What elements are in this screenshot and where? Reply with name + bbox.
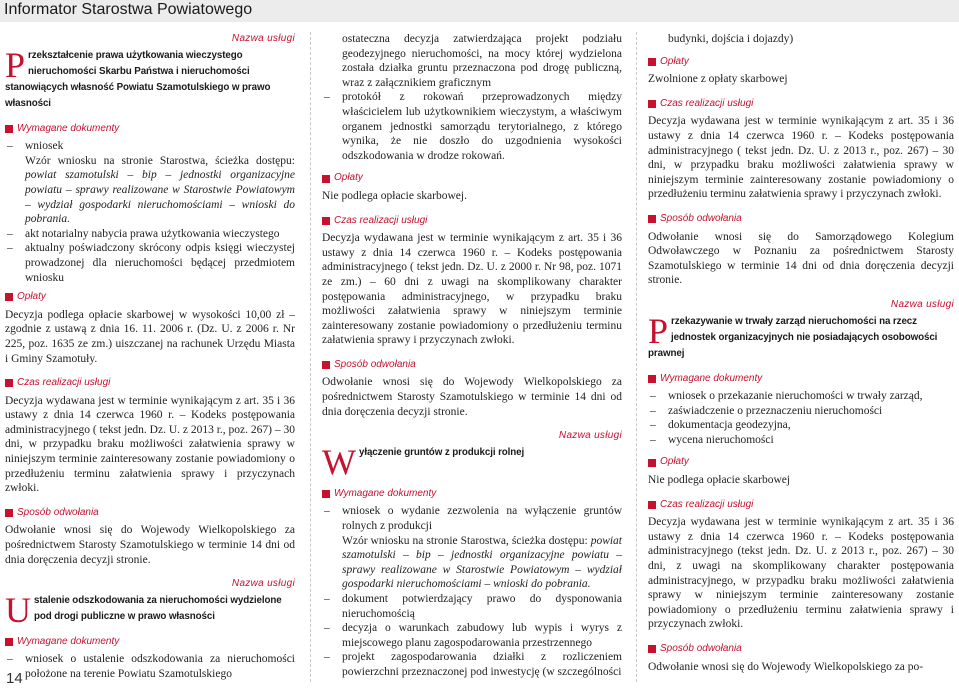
list-item: ostateczna decyzja zatwierdzająca projekt podziału geodezyjnego nieruchomości, na mocy której wydzielona została działka gruntu przeznaczona pod drogę publiczną, wraz z załącznikiem graficznym (342, 33, 622, 89)
fees-text: Zwolnione z opłaty skarbowej (648, 73, 788, 86)
column-divider (310, 32, 311, 682)
list-item: – aktualny poświadczony skrócony odpis księgi wieczystej prowadzonej dla nieruchomości będącej przedmiotem wniosku (5, 241, 295, 285)
list-item: – dokument potwierdzający prawo do dysponowania nieruchomością (322, 592, 622, 621)
drop-cap: U (5, 589, 31, 630)
section-heading: Wymagane dokumenty (5, 122, 295, 137)
fees-text: Decyzja podlega opłacie skarbowej w wysokości 10,00 zł – zgodnie z ustawą z dnia 16. 11. 2006 r. (Dz. U. z 2006 r. Nr 225, poz. 1635 ze zm.) uiszczanej na rachunek Urzędu Miasta i Gminy Szamotuły. (5, 308, 295, 365)
service-section (5, 32, 295, 567)
time-text: Decyzja wydawana jest w terminie wynikającym z art. 35 i 36 ustawy z dnia 14 czerwca 1960 r. – Kodeks postępowania administracyjnego ( tekst jedn. Dz. U. z 2013 r., poz. 267) – 30 dni, w przypadku braku możliwości załatwienia sprawy w niniejszym terminie zainteresowany zostanie powiadomiony o przedłużeniu terminu załatwienia sprawy i przyczynach zwłoki. (648, 115, 954, 201)
column-1 (5, 32, 295, 688)
list-item: – protokół z rokowań przeprowadzonych między właścicielem lub użytkownikiem wieczystym, a właściwym organem jednostki samorządu terytorialnego, z którego wynika, że nie doszło do uzgodnienia wysokości odszkodowania w drodze rokowań. (322, 90, 622, 163)
list-item: – wniosek (5, 139, 295, 154)
section-heading: Czas realizacji usługi (5, 376, 295, 391)
bullet-square-icon (322, 175, 330, 183)
bullet-square-icon (322, 490, 330, 498)
fees-text: Nie podlega opłacie skarbowej (648, 474, 791, 487)
service-name-label: Nazwa usługi (890, 298, 954, 310)
list-item: – decyzja o warunkach zabudowy lub wypis i wyrys z miejscowego planu zagospodarowania przestrzennego (322, 621, 622, 650)
appeal-text: Odwołanie wnosi się do Wojewody Wielkopolskiego za po- (648, 660, 924, 673)
bullet-square-icon (648, 501, 656, 509)
section-heading: Opłaty (5, 290, 295, 305)
column-2 (322, 32, 622, 686)
bullet-square-icon (5, 509, 13, 517)
appeal-text: Odwołanie wnosi się do Wojewody Wielkopolskiego za pośrednictwem Starosty Szamotulskiego w terminie 14 dni od dnia doręczenia decyzji stronie. (322, 376, 622, 418)
section-heading: Czas realizacji usługi (648, 498, 954, 513)
appeal-text: Odwołanie wnosi się do Wojewody Wielkopolskiego za pośrednictwem Starosty Szamotulskiego w terminie 14 dni od dnia doręczenia decyzji stronie. (5, 524, 295, 566)
service-title: stalenie odszkodowania za nieruchomości wydzielone pod drogi publiczne w prawo własności (34, 594, 282, 622)
drop-cap: W (322, 441, 356, 482)
bullet-square-icon (648, 215, 656, 223)
form-info: Wzór wniosku na stronie Starostwa, ścieżka dostępu: powiat szamotulski – bip – jednostki organizacyjne powiatu – sprawy realizowane w Starostwie Powiatowym – wydział gospodarki nieruchomościami – wnioski do pobrania. (25, 154, 295, 226)
bullet-square-icon (648, 375, 656, 383)
service-title: rzekształcenie prawa użytkowania wieczystego nieruchomości Skarbu Państwa i nieruchomości stanowiących własność Powiatu Szamotulskiego w prawo własności (5, 49, 271, 109)
service-title-block (322, 441, 622, 482)
bullet-square-icon (5, 125, 13, 133)
list-item: – zaświadczenie o przeznaczeniu nieruchomości (648, 404, 954, 419)
list-item: – wniosek o wydanie zezwolenia na wyłączenie gruntów rolnych z produkcji (322, 504, 622, 533)
column-3 (648, 32, 954, 680)
service-name-label: Nazwa usługi (558, 430, 622, 442)
list-item: – wniosek o ustalenie odszkodowania za nieruchomości położone na terenie Powiatu Szamotulskiego (5, 652, 295, 681)
list-item: – dokumentacja geodezyjna, (648, 418, 954, 433)
time-text: Decyzja wydawana jest w terminie wynikającym z art. 35 i 36 ustawy z dnia 14 czerwca 1960 r. – Kodeks postępowania administracyjnego (tekst jedn. Dz. U. z 2013 r., poz. 267) – 30 dni, z uwagi na skomplikowany charakter postępowania administracyjnego, w przypadku braku możliwości załatwienia sprawy w niniejszym terminie zainteresowany zostanie powiadomiony o przedłużeniu terminu załatwienia sprawy i przyczynach zwłoki. (648, 516, 954, 631)
section-heading: Opłaty (648, 55, 954, 70)
service-name-label: Nazwa usługi (231, 578, 295, 590)
bullet-square-icon (5, 379, 13, 387)
service-title-block (5, 589, 295, 630)
list-item: – wniosek o przekazanie nieruchomości w trwały zarząd, (648, 389, 954, 404)
section-heading: Sposób odwołania (648, 212, 954, 227)
service-title: rzekazywanie w trwały zarząd nieruchomości na rzecz jednostek organizacyjnych nie posiadających osobowości prawnej (648, 315, 938, 359)
column-divider (636, 32, 637, 682)
header-title: Informator Starostwa Powiatowego (4, 1, 253, 18)
page-number: 14 (6, 670, 23, 687)
bullet-square-icon (5, 638, 13, 646)
section-heading: Opłaty (322, 171, 622, 186)
service-section (5, 577, 295, 681)
list-item: – wycena nieruchomości (648, 433, 954, 448)
service-section (648, 298, 954, 674)
service-title: yłączenie gruntów z produkcji rolnej (358, 446, 525, 458)
section-heading: Sposób odwołania (322, 358, 622, 373)
section-heading: Opłaty (648, 455, 954, 470)
bullet-square-icon (322, 217, 330, 225)
section-heading: Czas realizacji usługi (648, 97, 954, 112)
section-heading: Sposób odwołania (5, 506, 295, 521)
bullet-square-icon (648, 100, 656, 108)
time-text: Decyzja wydawana jest w terminie wynikającym z art. 35 i 36 ustawy z dnia 14 czerwca 1960 r. – Kodeks postępowania administracyjnego ( tekst jedn. Dz. U. z 2013 r., poz. 267) – 30 dni, w przypadku braku możliwości załatwienia sprawy w niniejszym terminie zainteresowany zostanie powiadomiony o przedłużeniu terminu załatwienia sprawy i przyczynach zwłoki. (5, 394, 295, 495)
bullet-square-icon (322, 361, 330, 369)
drop-cap: P (5, 44, 26, 85)
page-header (0, 0, 959, 22)
time-text: Decyzja wydawana jest w terminie wynikającym z art. 35 i 36 ustawy z dnia 14 czerwca 1960 r. – Kodeks postępowania administracyjnego ( tekst jedn. Dz. U. z 2000 r. Nr 98, poz. 1071 ze zm.) – 60 dni z uwagi na skomplikowany charakter postępowania administracyjnego, w przypadku braku możliwości załatwienia sprawy w niniejszym terminie zainteresowany zostanie powiadomiony o przedłużeniu terminu załatwienia sprawy i przyczynach zwłoki. (322, 232, 622, 347)
drop-cap: P (648, 310, 669, 351)
section-heading: Sposób odwołania (648, 642, 954, 657)
list-item: – projekt zagospodarowania działki z rozliczeniem powierzchni przeznaczonej pod inwestycję (w szczególności (322, 650, 622, 679)
section-heading: Czas realizacji usługi (322, 214, 622, 229)
service-section (322, 429, 622, 679)
bullet-square-icon (5, 293, 13, 301)
form-info: Wzór wniosku na stronie Starostwa, ścieżka dostępu: powiat szamotulski – bip – jednostki organizacyjne powiatu – sprawy realizowane w Starostwie Powiatowym – wydział gospodarki nieruchomościami – wnioski do pobrania. (342, 534, 622, 591)
service-title-block (648, 310, 954, 362)
bullet-square-icon (648, 645, 656, 653)
list-item: budynki, dojścia i dojazdy) (668, 33, 794, 45)
fees-text: Nie podlega opłacie skarbowej. (322, 189, 467, 202)
section-heading: Wymagane dokumenty (648, 372, 954, 387)
bullet-square-icon (648, 459, 656, 467)
service-name-label: Nazwa usługi (231, 33, 295, 44)
list-item: – akt notarialny nabycia prawa użytkowania wieczystego (5, 227, 295, 242)
service-title-block (5, 44, 295, 112)
section-heading: Wymagane dokumenty (322, 487, 622, 502)
section-heading: Wymagane dokumenty (5, 635, 295, 650)
bullet-square-icon (648, 58, 656, 66)
appeal-text: Odwołanie wnosi się do Samorządowego Kolegium Odwoławczego w Poznaniu za pośrednictwem Starosty Szamotulskiego w terminie 14 dni od dnia doręczenia decyzji stronie. (648, 230, 954, 287)
